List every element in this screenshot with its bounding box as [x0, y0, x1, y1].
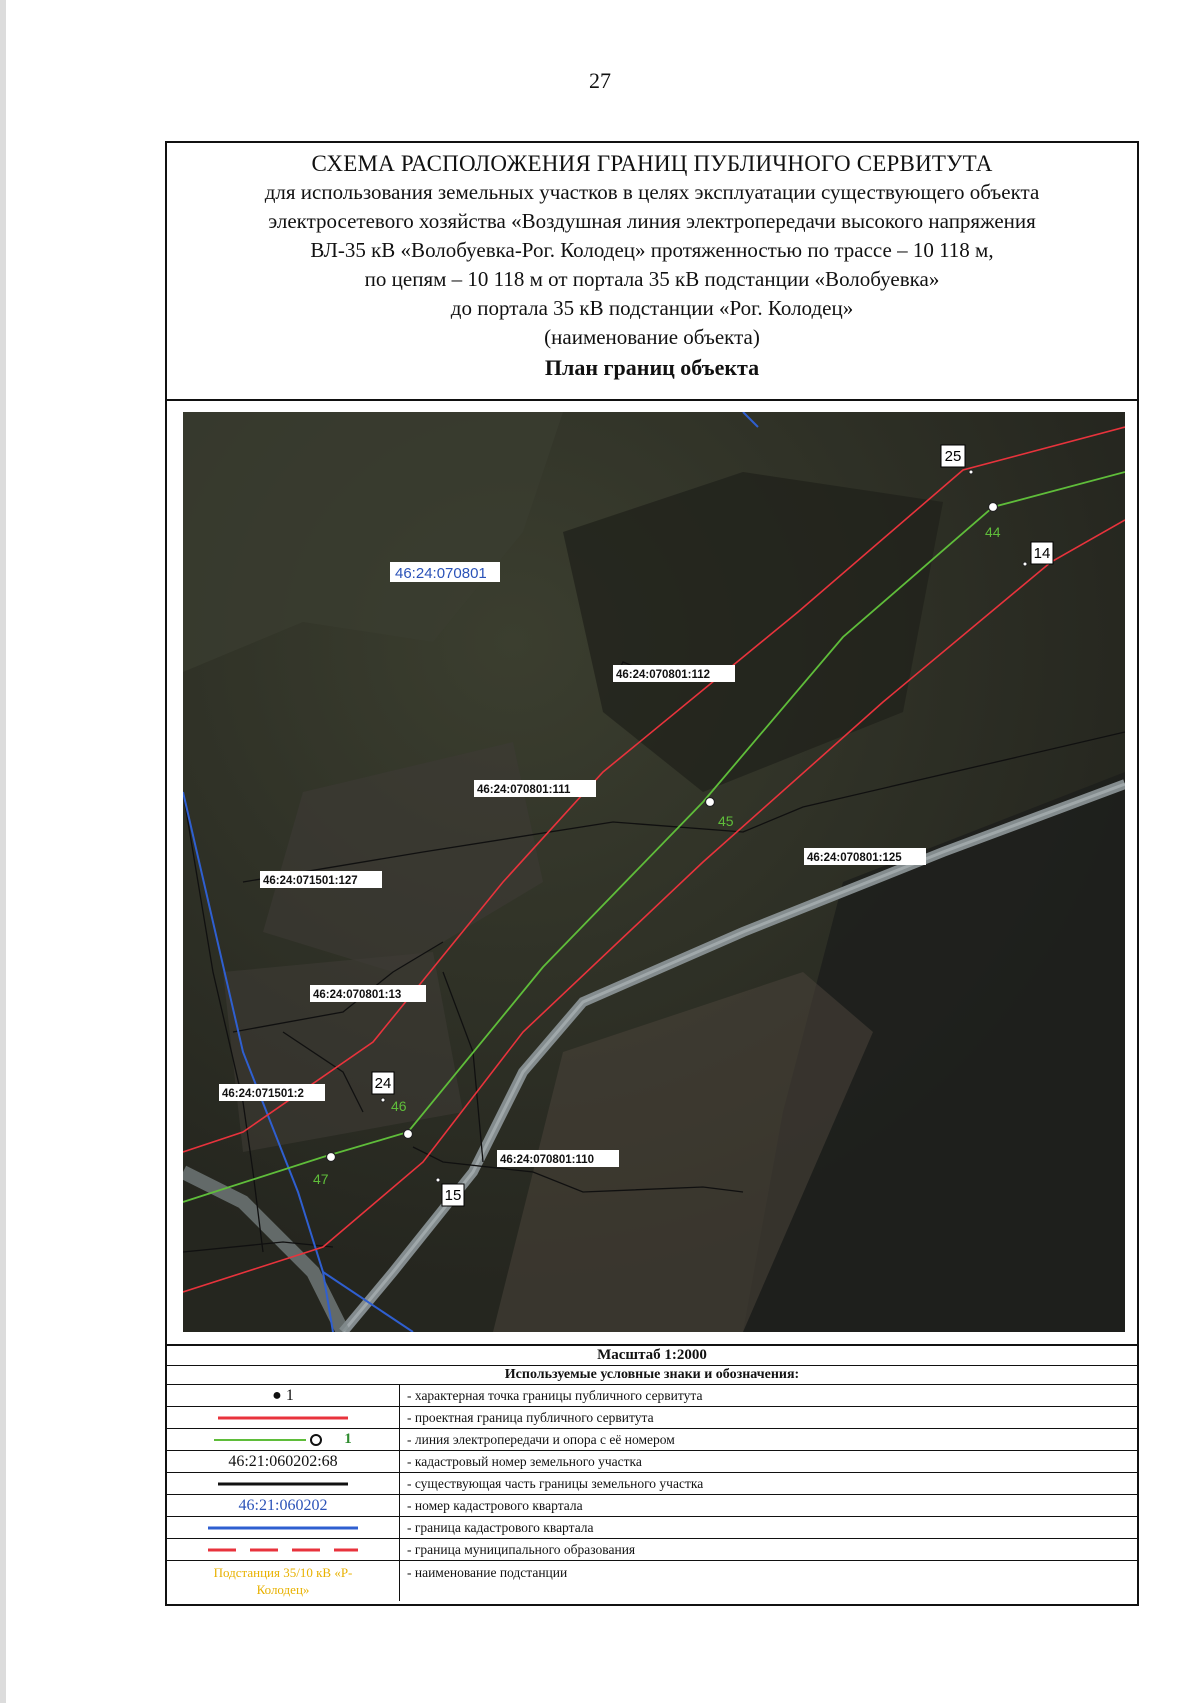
- point-15-label: 15: [444, 1187, 462, 1204]
- object-name-caption: (наименование объекта): [544, 325, 760, 349]
- legend-row-quarter-number: [167, 1495, 1137, 1517]
- pole-45-marker[interactable]: [706, 798, 715, 807]
- page-edge: [0, 0, 6, 1703]
- legend-row-substation: [167, 1561, 1137, 1601]
- red-dashed-line-icon: [208, 1547, 358, 1553]
- legend-text-substation: - наименование подстанции: [407, 1565, 568, 1580]
- legend-text-municipal-boundary: - граница муниципального образования: [407, 1541, 636, 1557]
- cadastral-number-sample: 46:21:060202:68: [228, 1452, 338, 1470]
- black-line-icon: [218, 1481, 348, 1487]
- legend-title: Используемые условные знаки и обозначения:: [167, 1366, 1137, 1385]
- legend-text-point: - характерная точка границы публичного сервитута: [407, 1387, 703, 1403]
- legend-row-municipal-boundary: [167, 1539, 1137, 1561]
- legend-text-quarter-boundary: - граница кадастрового квартала: [407, 1519, 594, 1535]
- quarter-number-sample: 46:21:060202: [238, 1496, 328, 1514]
- map-scale: Масштаб 1:2000: [167, 1344, 1137, 1366]
- blue-line-icon: [208, 1525, 358, 1531]
- document-frame: [165, 141, 1139, 1606]
- legend-text-cadastral-number: - кадастровый номер земельного участка: [407, 1453, 642, 1469]
- legend-row-point: [167, 1385, 1137, 1407]
- power-line-pole-icon: [214, 1432, 344, 1448]
- map-svg: [183, 412, 1125, 1332]
- title-line-6: до портала 35 кВ подстанции «Рог. Колодец»: [450, 296, 854, 320]
- page-number: 27: [589, 68, 611, 93]
- point-15-marker[interactable]: [436, 1178, 440, 1182]
- document-title: СХЕМА РАСПОЛОЖЕНИЯ ГРАНИЦ ПУБЛИЧНОГО СЕРВИТУТА: [311, 151, 993, 176]
- legend-row-servitude-boundary: [167, 1407, 1137, 1429]
- legend-row-power-line: [167, 1429, 1137, 1451]
- substation-name-sample: [193, 1564, 373, 1598]
- parcel-label-127: 46:24:071501:127: [263, 875, 358, 887]
- red-line-icon: [218, 1415, 348, 1421]
- legend-row-cadastral-number: [167, 1451, 1137, 1473]
- legend-pole-number: 1: [344, 1431, 352, 1447]
- parcel-label-13: 46:24:070801:13: [313, 989, 402, 1001]
- title-line-3: электросетевого хозяйства «Воздушная линия электропередачи высокого напряжения: [268, 209, 1036, 233]
- point-25-label: 25: [944, 448, 962, 465]
- point-14-marker[interactable]: [1023, 562, 1027, 566]
- legend-text-quarter-number: - номер кадастрового квартала: [407, 1497, 583, 1513]
- substation-sample-line-1: Подстанция 35/10 кВ «Р-: [213, 1565, 353, 1580]
- header-box: [167, 143, 1137, 401]
- pole-45-label: 45: [718, 813, 734, 829]
- parcel-label-2: 46:24:071501:2: [222, 1088, 304, 1100]
- point-25-marker[interactable]: [969, 470, 973, 474]
- pole-47-label: 47: [313, 1171, 329, 1187]
- title-line-2: для использования земельных участков в целях эксплуатации существующего объекта: [264, 180, 1040, 204]
- title-line-5: по цепям – 10 118 м от портала 35 кВ подстанции «Волобуевка»: [364, 267, 940, 291]
- parcel-label-125: 46:24:070801:125: [807, 852, 902, 864]
- parcel-label-112: 46:24:070801:112: [616, 669, 710, 681]
- parcel-label-110: 46:24:070801:110: [500, 1154, 594, 1166]
- point-14-label: 14: [1033, 545, 1051, 562]
- pole-46-label: 46: [391, 1098, 407, 1114]
- quarter-label: 46:24:070801: [395, 565, 487, 582]
- legend-point-number: 1: [285, 1386, 294, 1404]
- legend-text-power-line: - линия электропередачи и опора с её номером: [407, 1431, 675, 1447]
- title-line-4: ВЛ-35 кВ «Волобуевка-Рог. Колодец» протяженностью по трассе – 10 118 м,: [310, 238, 994, 262]
- legend-row-quarter-boundary: [167, 1517, 1137, 1539]
- legend: [167, 1344, 1137, 1601]
- legend-text-servitude-boundary: - проектная граница публичного сервитута: [407, 1409, 654, 1425]
- pole-46-marker[interactable]: [404, 1130, 413, 1139]
- legend-text-parcel-boundary: - существующая часть границы земельного участка: [407, 1475, 704, 1491]
- substation-sample-line-2: Колодец»: [256, 1582, 310, 1597]
- map-area[interactable]: [183, 412, 1125, 1332]
- parcel-label-111: 46:24:070801:111: [477, 784, 571, 796]
- point-24-label: 24: [374, 1075, 392, 1092]
- legend-symbol-point: [167, 1385, 400, 1406]
- plan-title: План границ объекта: [544, 355, 760, 380]
- pole-47-marker[interactable]: [327, 1153, 336, 1162]
- boundary-point-icon: ●: [272, 1386, 286, 1404]
- legend-row-parcel-boundary: [167, 1473, 1137, 1495]
- point-24-marker[interactable]: [381, 1098, 385, 1102]
- pole-44-label: 44: [985, 524, 1001, 540]
- pole-44-marker[interactable]: [989, 503, 998, 512]
